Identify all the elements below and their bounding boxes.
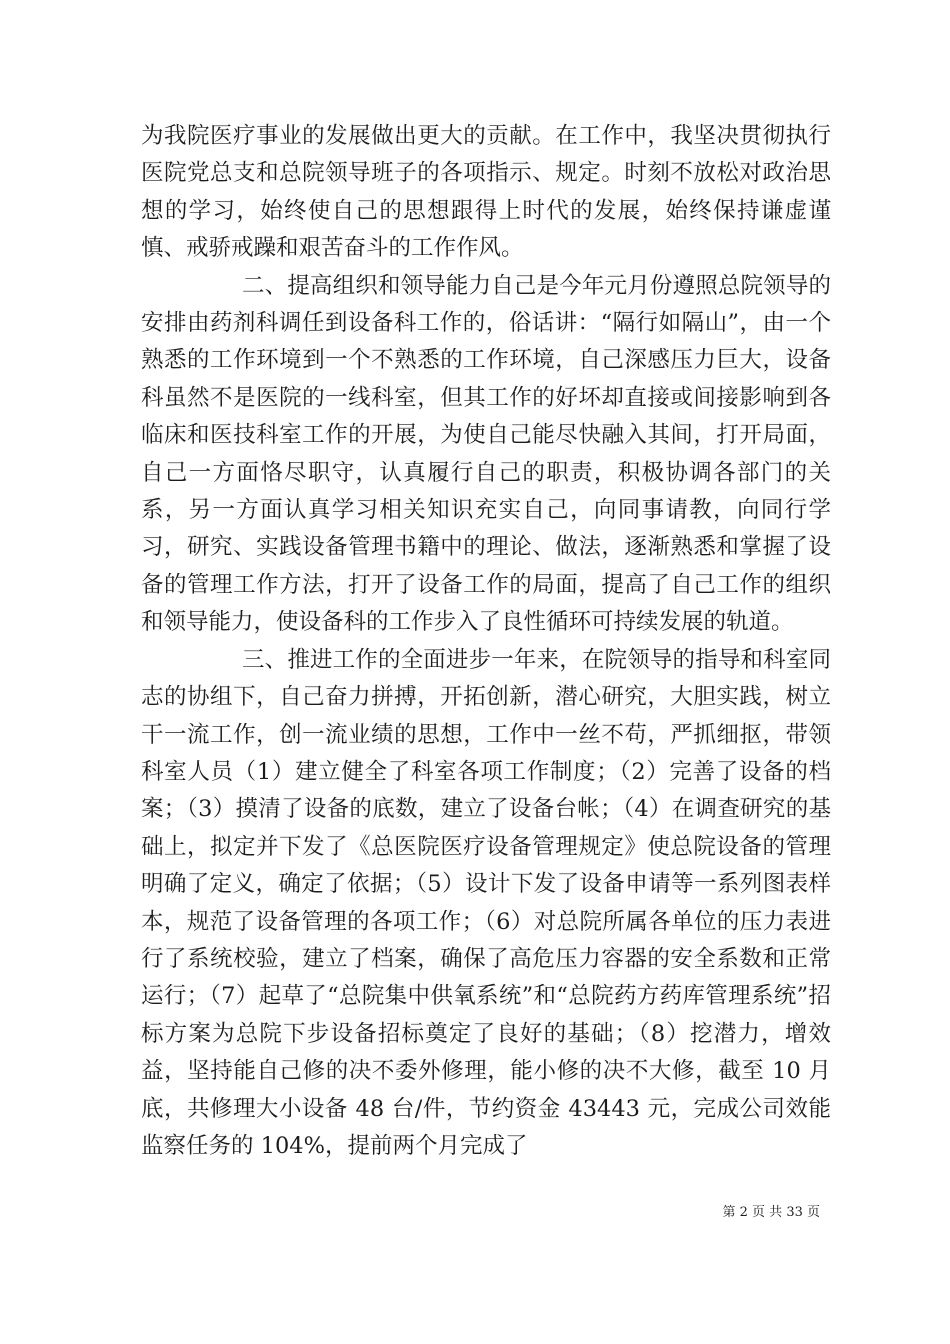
paragraph-intro: 为我院医疗事业的发展做出更大的贡献。在工作中，我坚决贯彻执行医院党总支和总院领导班子的各项指示、规定。时刻不放松对政治思想的学习，始终使自己的思想跟得上时代的发展，始终保持谦虚谨慎、戒骄戒躁和艰苦奋斗的工作作风。: [141, 123, 831, 262]
paragraph-section-three: 三、推进工作的全面进步一年来，在院领导的指导和科室同志的协组下，自己奋力拼搏，开拓创新，潜心研究，大胆实践，树立干一流工作，创一流业绩的思想，工作中一丝不苟，严抓细抠，带领科室人员（1）建立健全了科室各项工作制度；（2）完善了设备的档案；（3）摸清了设备的底数，建立了设备台帐；（4）在调查研究的基础上，拟定并下发了《总医院医疗设备管理规定》使总院设备的管理明确了定义，确定了依据；（5）设计下发了设备申请等一系列图表样本，规范了设备管理的各项工作；（6）对总院所属各单位的压力表进行了系统校验，建立了档案，确保了高危压力容器的安全系数和正常运行；（7）起草了“总院集中供氧系统”和“总院药方药库管理系统”招标方案为总院下步设备招标奠定了良好的基础；（8）挖潜力，增效益，坚持能自己修的决不委外修理，能小修的决不大修，截至 10 月底，共修理大小设备 48 台/件，节约资金 43443 元，完成公司效能监察任务的 104%，提前两个月完成了: [141, 646, 831, 1159]
document-body: [141, 118, 831, 1165]
paragraph-section-two: 二、提高组织和领导能力自己是今年元月份遵照总院领导的安排由药剂科调任到设备科工作的，俗话讲：“隔行如隔山”，由一个熟悉的工作环境到一个不熟悉的工作环境，自己深感压力巨大，设备科虽然不是医院的一线科室，但其工作的好坏却直接或间接影响到各临床和医技科室工作的开展，为使自己能尽快融入其间，打开局面，自己一方面恪尽职守，认真履行自己的职责，积极协调各部门的关系，另一方面认真学习相关知识充实自己，向同事请教，向同行学习，研究、实践设备管理书籍中的理论、做法，逐渐熟悉和掌握了设备的管理工作方法，打开了设备工作的局面，提高了自己工作的组织和领导能力，使设备科的工作步入了良性循环可持续发展的轨道。: [141, 272, 831, 636]
page-number: 第 2 页 共 33 页: [722, 1205, 820, 1220]
